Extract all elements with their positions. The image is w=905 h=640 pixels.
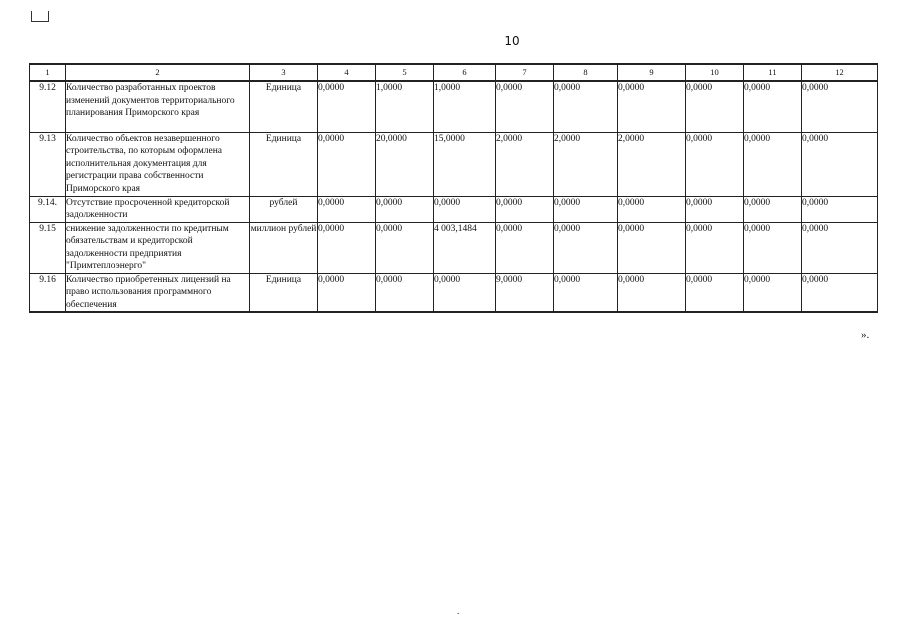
value-cell: 0,0000	[802, 81, 878, 132]
value-cell: 0,0000	[744, 273, 802, 312]
value-cell: 0,0000	[434, 273, 496, 312]
unit-cell: Единица	[250, 81, 318, 132]
column-header: 1	[30, 64, 66, 81]
value-cell: 0,0000	[744, 196, 802, 222]
value-cell: 1,0000	[376, 81, 434, 132]
value-cell: 0,0000	[686, 132, 744, 196]
column-header: 8	[554, 64, 618, 81]
value-cell: 0,0000	[802, 222, 878, 273]
value-cell: 0,0000	[318, 273, 376, 312]
value-cell: 0,0000	[318, 81, 376, 132]
value-cell: 0,0000	[554, 222, 618, 273]
column-header: 2	[66, 64, 250, 81]
value-cell: 0,0000	[618, 222, 686, 273]
unit-cell: Единица	[250, 132, 318, 196]
indicator-name-cell: Количество объектов незавершенного строительства, по которым оформлена исполнительная документация для регистрации права собственности Приморского края	[66, 132, 250, 196]
value-cell: 0,0000	[802, 132, 878, 196]
value-cell: 0,0000	[618, 273, 686, 312]
column-header: 12	[802, 64, 878, 81]
table-header-row	[30, 64, 878, 81]
value-cell: 15,0000	[434, 132, 496, 196]
row-number-cell: 9.16	[30, 273, 66, 312]
value-cell: 0,0000	[686, 81, 744, 132]
column-header: 7	[496, 64, 554, 81]
unit-cell: рублей	[250, 196, 318, 222]
value-cell: 0,0000	[496, 222, 554, 273]
row-number-cell: 9.14.	[30, 196, 66, 222]
value-cell: 9,0000	[496, 273, 554, 312]
value-cell: 0,0000	[496, 196, 554, 222]
value-cell: 1,0000	[434, 81, 496, 132]
row-number-cell: 9.13	[30, 132, 66, 196]
column-header: 10	[686, 64, 744, 81]
value-cell: 0,0000	[744, 132, 802, 196]
value-cell: 2,0000	[496, 132, 554, 196]
footer-mark: .	[457, 606, 460, 616]
column-header: 5	[376, 64, 434, 81]
value-cell: 0,0000	[618, 81, 686, 132]
value-cell: 0,0000	[554, 196, 618, 222]
value-cell: 0,0000	[496, 81, 554, 132]
column-header: 3	[250, 64, 318, 81]
indicator-name-cell: Отсутствие просроченной кредиторской задолженности	[66, 196, 250, 222]
unit-cell: миллион рублей	[250, 222, 318, 273]
column-header: 4	[318, 64, 376, 81]
value-cell: 2,0000	[618, 132, 686, 196]
unit-cell: Единица	[250, 273, 318, 312]
value-cell: 0,0000	[618, 196, 686, 222]
indicator-name-cell: снижение задолженности по кредитным обязательствам и кредиторской задолженности предприятия "Примтеплоэнерго"	[66, 222, 250, 273]
value-cell: 0,0000	[686, 196, 744, 222]
value-cell: 0,0000	[318, 222, 376, 273]
table-body	[30, 81, 878, 312]
value-cell: 0,0000	[554, 81, 618, 132]
page-number: 10	[504, 34, 520, 48]
value-cell: 2,0000	[554, 132, 618, 196]
table-row	[30, 132, 878, 196]
table-row	[30, 81, 878, 132]
value-cell: 0,0000	[376, 196, 434, 222]
column-header: 6	[434, 64, 496, 81]
value-cell: 0,0000	[802, 196, 878, 222]
value-cell: 0,0000	[686, 222, 744, 273]
row-number-cell: 9.15	[30, 222, 66, 273]
value-cell: 0,0000	[318, 132, 376, 196]
corner-bracket-mark	[31, 11, 49, 22]
value-cell: 0,0000	[376, 273, 434, 312]
value-cell: 0,0000	[376, 222, 434, 273]
value-cell: 0,0000	[744, 81, 802, 132]
table-row	[30, 273, 878, 312]
value-cell: 0,0000	[802, 273, 878, 312]
value-cell: 0,0000	[686, 273, 744, 312]
value-cell: 0,0000	[318, 196, 376, 222]
closing-quote: ».	[861, 329, 870, 341]
row-number-cell: 9.12	[30, 81, 66, 132]
value-cell: 0,0000	[554, 273, 618, 312]
indicators-table	[29, 63, 878, 313]
table-row	[30, 196, 878, 222]
indicator-name-cell: Количество приобретенных лицензий на право использования программного обеспечения	[66, 273, 250, 312]
table-row	[30, 222, 878, 273]
value-cell: 0,0000	[744, 222, 802, 273]
indicator-name-cell: Количество разработанных проектов изменений документов территориального планирования Приморского края	[66, 81, 250, 132]
column-header: 11	[744, 64, 802, 81]
value-cell: 20,0000	[376, 132, 434, 196]
value-cell: 4 003,1484	[434, 222, 496, 273]
value-cell: 0,0000	[434, 196, 496, 222]
column-header: 9	[618, 64, 686, 81]
